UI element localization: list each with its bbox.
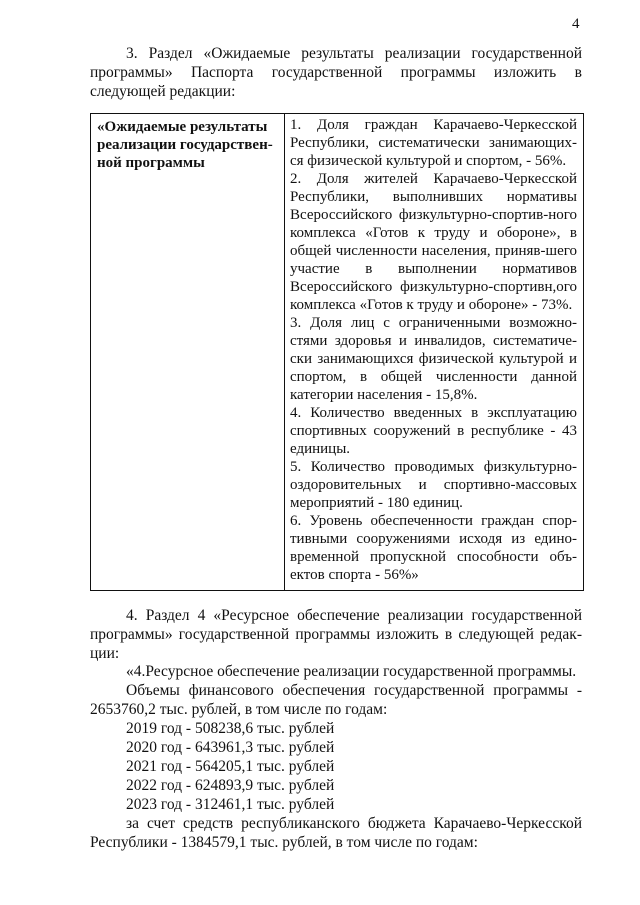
result-item: 4. Количество введенных в эксплуатацию спортивных сооружений в республике - 43 единицы. <box>290 405 577 457</box>
year-line: 2022 год - 624893,9 тыс. рублей <box>126 777 335 794</box>
year-line: 2019 год - 508238,6 тыс. рублей <box>126 720 335 737</box>
year-line: 2021 год - 564205,1 тыс. рублей <box>126 758 335 775</box>
result-item: 5. Количество проводимых физкультурно-оздоровительных и спортивно-массовых мероприятий - 180 единиц. <box>290 459 577 511</box>
year-line: 2023 год - 312461,1 тыс. рублей <box>126 796 335 813</box>
financing-volumes: Объемы финансового обеспечения государственной программы - 2653760,2 тыс. рублей, в том числе по годам: <box>90 682 582 718</box>
section4-intro: 4. Раздел 4 «Ресурсное обеспечение реализации государственной программы» государственной программы изложить в следующей редак-ции: <box>90 607 582 662</box>
result-item: 3. Доля лиц с ограниченными возможно-стями здоровья и инвалидов, систематиче-ски занимающихся физической культурой и спортом, в общей численности данной категории населения - 15,8%. <box>290 315 577 403</box>
expected-results-table <box>90 113 584 591</box>
table-left-header: «Ожидаемые результаты реализации государствен-ной программы <box>91 114 285 590</box>
section3-intro: 3. Раздел «Ожидаемые результаты реализации государственной программы» Паспорта государственной программы изложить в следующей редакции: <box>90 45 582 100</box>
page-number: 4 <box>572 16 580 32</box>
year-line: 2020 год - 643961,3 тыс. рублей <box>126 739 335 756</box>
budget-paragraph: за счет средств республиканского бюджета Карачаево-Черкесской Республики - 1384579,1 тыс. рублей, в том числе по годам: <box>90 815 582 851</box>
result-item: 1. Доля граждан Карачаево-Черкесской Республики, систематически занимающих-ся физической культурой и спортом, - 56%. <box>290 117 577 169</box>
result-item: 2. Доля жителей Карачаево-Черкесской Республики, выполнивших нормативы Всероссийского физкультурно-спортив-ного комплекса «Готов к труду и обороне», в общей численности населения, приняв-шего участие в выполнении нормативов Всероссийского физкультурно-спортивн,ого комплекса «Готов к труду и обороне» - 73%. <box>290 171 577 313</box>
result-item: 6. Уровень обеспеченности граждан спор-тивными сооружениями исходя из едино-временной пропускной способности объ-ектов спорта - 56%» <box>290 513 577 583</box>
table-right-cell <box>285 114 583 590</box>
section4-heading: «4.Ресурсное обеспечение реализации государственной программы. <box>126 663 577 680</box>
